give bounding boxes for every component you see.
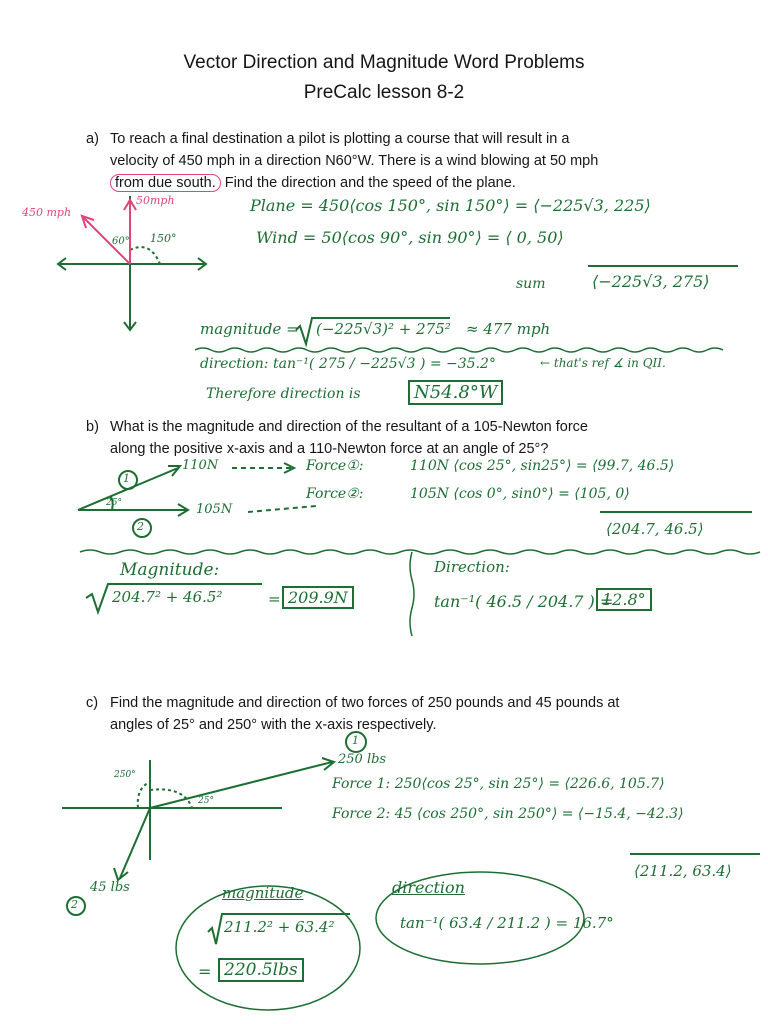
magnitude-title-b: Magnitude: xyxy=(120,560,220,580)
label-250deg: 250° xyxy=(114,770,136,780)
problem-a-text-2: velocity of 450 mph in a direction N60°W. There is a wind blowing at 50 mph xyxy=(110,153,599,169)
label-250lbs: 250 lbs xyxy=(338,752,387,767)
force1-line-c: Force 1: 250⟨cos 25°, sin 25°⟩ = ⟨226.6, 105.7⟩ xyxy=(332,776,665,792)
circle-2-b: 2 xyxy=(137,520,144,533)
diagram-a-axes xyxy=(58,196,206,330)
answer-a: N54.8°W xyxy=(408,380,503,405)
sum-value-a: ⟨−225√3, 275⟩ xyxy=(592,272,710,291)
force2-expr-b: 105N ⟨cos 0°, sin0°⟩ = ⟨105, 0⟩ xyxy=(410,486,630,502)
label-450mph: 450 mph xyxy=(22,206,72,219)
magnitude-expr-a: (−225√3)² + 275² xyxy=(316,320,451,338)
magnitude-answer-b: 209.9N xyxy=(282,586,354,609)
direction-line-a: direction: tan⁻¹( 275 / −225√3 ) = −35.2° xyxy=(200,356,496,372)
therefore-text: Therefore direction is xyxy=(206,386,361,402)
label-45lbs: 45 lbs xyxy=(90,880,130,895)
magnitude-expr-c: 211.2² + 63.4² xyxy=(224,918,335,936)
label-150deg: 150° xyxy=(150,232,177,245)
direction-expr-b: tan⁻¹( 46.5 / 204.7 ) = xyxy=(434,592,614,611)
problem-c-label: c) xyxy=(86,695,99,711)
label-105N: 105N xyxy=(196,502,233,517)
sum-value-c: ⟨211.2, 63.4⟩ xyxy=(634,862,732,880)
page-title: Vector Direction and Magnitude Word Problems xyxy=(183,52,585,73)
divider-b xyxy=(410,552,414,636)
direction-note-a: ← that's ref ∡ in QII. xyxy=(540,356,666,370)
label-60deg: 60° xyxy=(112,236,130,247)
problem-c-text-2: angles of 25° and 250° with the x-axis respectively. xyxy=(110,717,437,733)
force2-line-c: Force 2: 45 ⟨cos 250°, sin 250°⟩ = ⟨−15.4, −42.3⟩ xyxy=(332,806,684,822)
problem-a-label: a) xyxy=(86,131,99,147)
circle-1-c: 1 xyxy=(352,734,359,747)
problem-b-text-1: What is the magnitude and direction of the resultant of a 105-Newton force xyxy=(110,419,588,435)
circle-2-c: 2 xyxy=(71,898,78,911)
separator-ab xyxy=(195,348,723,352)
page-subtitle: PreCalc lesson 8-2 xyxy=(303,82,465,103)
plane-vector-line: Plane = 450⟨cos 150°, sin 150°⟩ = ⟨−225√3, 225⟩ xyxy=(250,196,651,215)
force1-label-b: Force①: xyxy=(306,458,364,474)
direction-title-c: direction xyxy=(392,878,465,897)
direction-answer-b: 12.8° xyxy=(596,588,652,611)
label-50mph: 50mph xyxy=(136,194,175,207)
circled-phrase: from due south. xyxy=(110,174,221,192)
problem-a-text-1: To reach a final destination a pilot is plotting a course that will result in a xyxy=(110,131,570,147)
label-25deg-c: 25° xyxy=(198,796,214,806)
magnitude-title-c: magnitude xyxy=(222,884,304,902)
diagram-a-vectors xyxy=(82,200,136,264)
magnitude-eq-c: = xyxy=(198,962,212,981)
magnitude-eq-b: = xyxy=(268,590,281,608)
problem-b-label: b) xyxy=(86,419,99,435)
sum-value-b: ⟨204.7, 46.5⟩ xyxy=(606,520,704,538)
sum-label-a: sum xyxy=(516,276,546,292)
magnitude-label-a: magnitude = xyxy=(200,320,299,338)
magnitude-answer-c: 220.5lbs xyxy=(218,958,304,982)
force1-expr-b: 110N ⟨cos 25°, sin25°⟩ = ⟨99.7, 46.5⟩ xyxy=(410,458,675,474)
direction-title-b: Direction: xyxy=(434,558,510,576)
label-110N: 110N xyxy=(182,458,219,473)
separator-b xyxy=(80,550,760,554)
magnitude-expr-b: 204.7² + 46.5² xyxy=(112,588,223,606)
wind-vector-line: Wind = 50⟨cos 90°, sin 90°⟩ = ⟨ 0, 50⟩ xyxy=(256,228,564,247)
direction-expr-c: tan⁻¹( 63.4 / 211.2 ) = 16.7° xyxy=(400,914,614,932)
problem-c-text-1: Find the magnitude and direction of two forces of 250 pounds and 45 pounds at xyxy=(110,695,620,711)
magnitude-oval-c xyxy=(176,886,360,1010)
problem-b-text-2: along the positive x-axis and a 110-Newton force at an angle of 25°? xyxy=(110,441,549,457)
label-25deg-b: 25° xyxy=(106,498,122,508)
circle-1-b: 1 xyxy=(123,472,130,485)
magnitude-result-a: ≈ 477 mph xyxy=(466,320,551,338)
problem-a-text-3-rest: Find the direction and the speed of the plane. xyxy=(220,175,516,191)
force2-label-b: Force②: xyxy=(306,486,364,502)
